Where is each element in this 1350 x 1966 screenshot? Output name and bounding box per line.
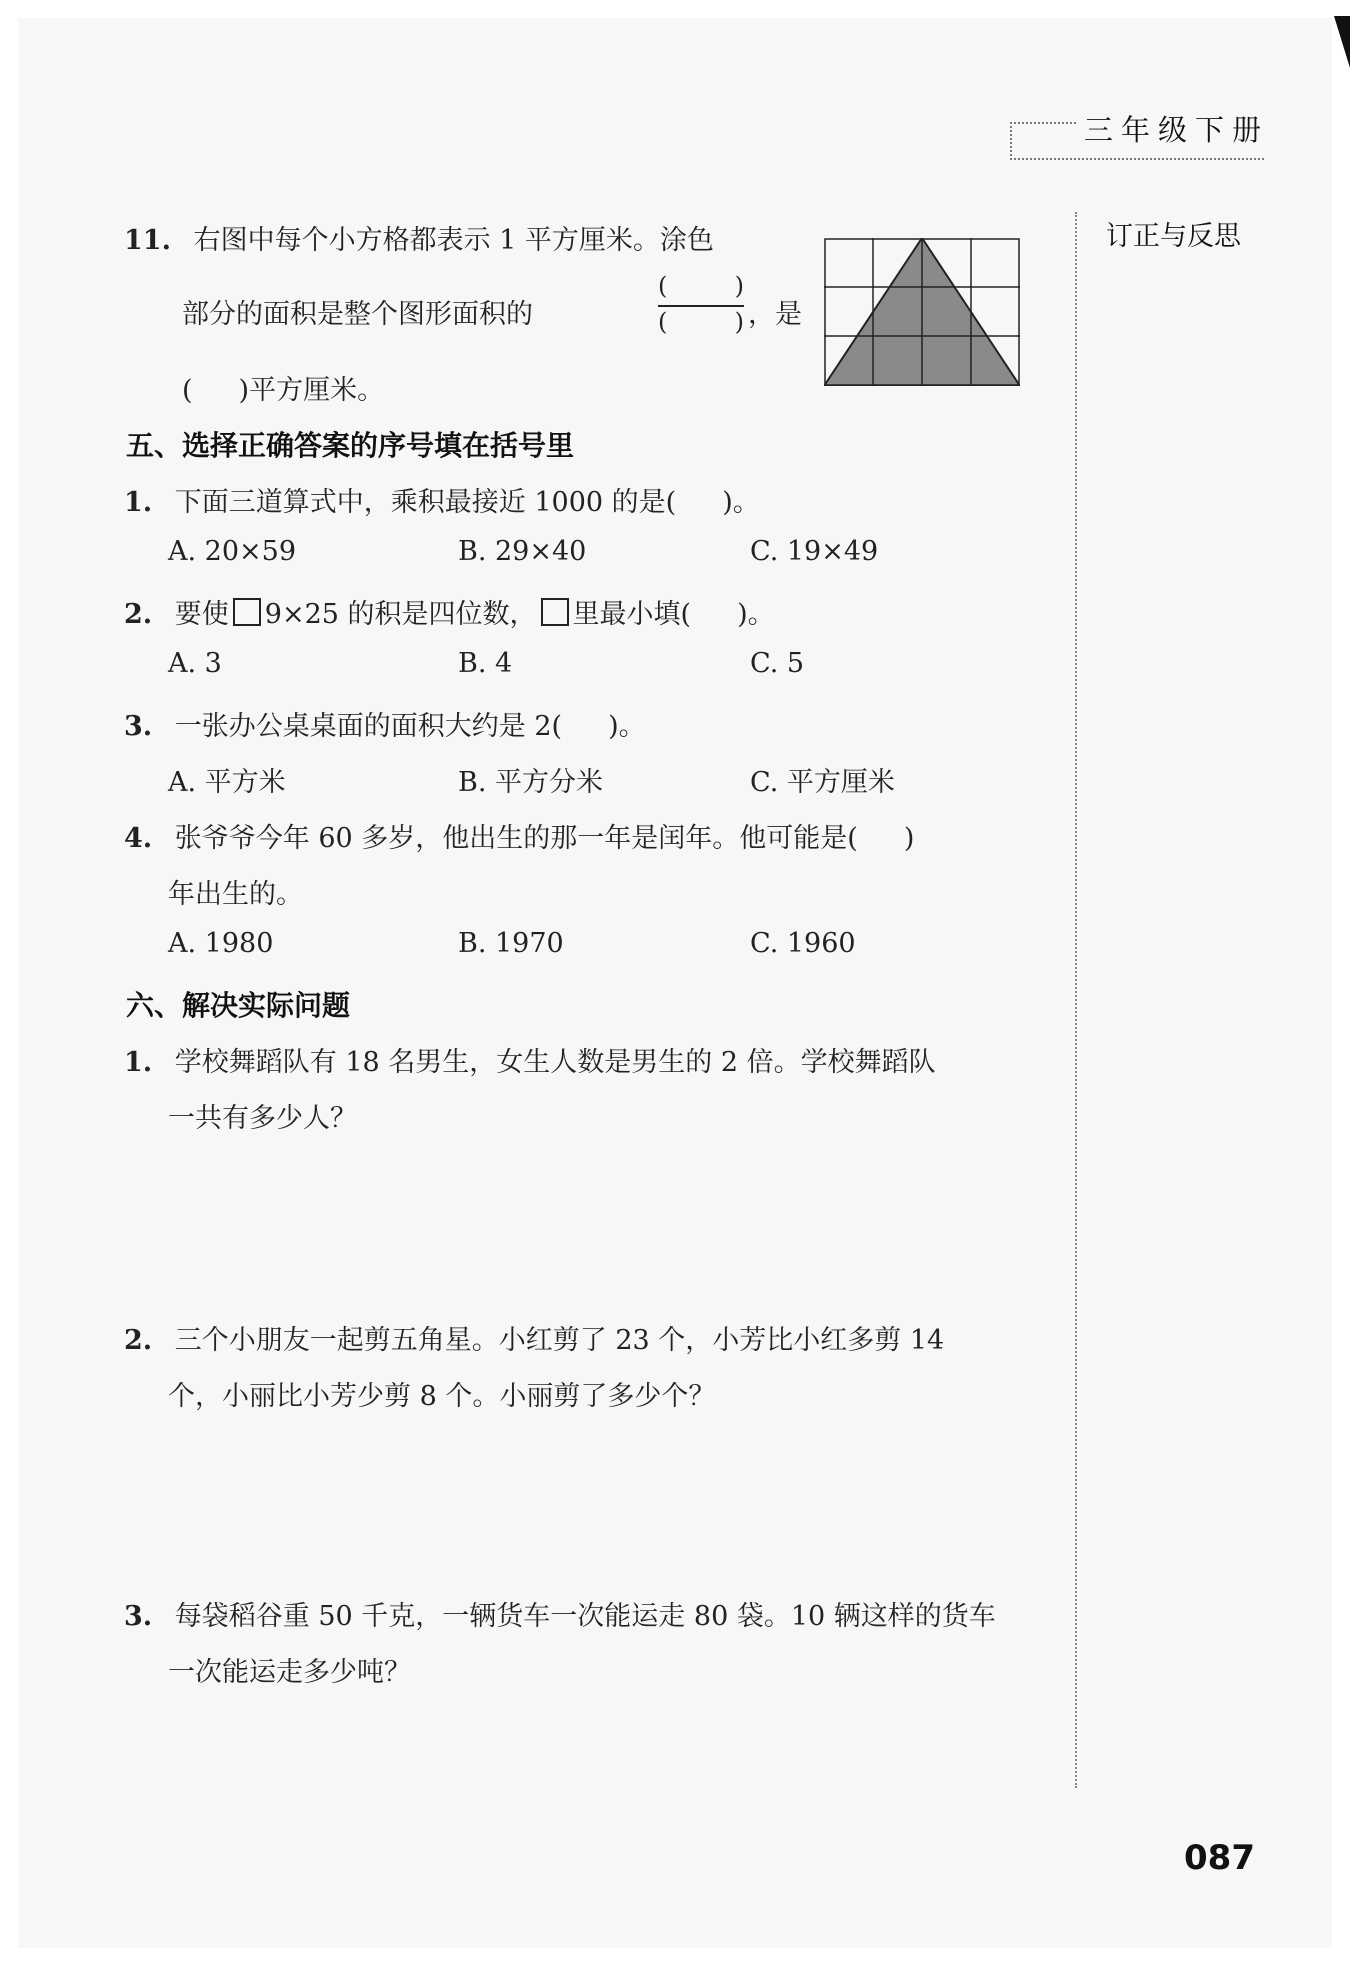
- section5-title: 五、选择正确答案的序号填在括号里: [126, 429, 575, 462]
- s6-q2-line2: 个，小丽比小芳少剪 8 个。小丽剪了多少个？: [168, 1381, 716, 1412]
- s5-q3: 3. 一张办公桌桌面的面积大约是 2( )。: [124, 711, 646, 742]
- s5-q3-option-a: A. 平方米: [168, 767, 286, 798]
- q11-text-line1: 右图中每个小方格都表示 1 平方厘米。涂色: [193, 225, 714, 256]
- blank-square-icon: [233, 598, 261, 626]
- s5-q4-option-b: B. 1970: [458, 928, 564, 959]
- s5-q4-option-a: A. 1980: [168, 928, 274, 959]
- s5-q1: 1. 下面三道算式中，乘积最接近 1000 的是( )。: [124, 487, 760, 518]
- s5-q1-option-a: A. 20×59: [168, 536, 296, 567]
- q11-text-line2-end: ，是: [748, 299, 802, 330]
- triangle-grid-figure: [824, 238, 1020, 386]
- q11-text-line2: 部分的面积是整个图形面积的: [182, 299, 533, 330]
- s5-q4: 4. 张爷爷今年 60 多岁，他出生的那一年是闰年。他可能是( ): [124, 823, 915, 854]
- correction-reflection-title: 订正与反思: [1106, 221, 1241, 252]
- s6-q3-line2: 一次能运走多少吨？: [168, 1657, 411, 1688]
- s5-q2-option-b: B. 4: [458, 648, 513, 679]
- corner-tab-mark: [1334, 16, 1350, 68]
- margin-divider: [1075, 212, 1077, 1788]
- s5-q4-line2: 年出生的。: [168, 879, 303, 910]
- s6-q3-line1: 3. 每袋稻谷重 50 千克，一辆货车一次能运走 80 袋。10 辆这样的货车: [124, 1601, 996, 1632]
- s6-q2-line1: 2. 三个小朋友一起剪五角星。小红剪了 23 个，小芳比小红多剪 14: [124, 1325, 945, 1356]
- s5-q2-option-c: C. 5: [750, 648, 805, 679]
- q11-text-line3: ( )平方厘米。: [182, 375, 385, 406]
- s5-q2: 2. 要使 9×25 的积是四位数， 里最小填( )。: [124, 599, 775, 630]
- page-number: 087: [1184, 1838, 1255, 1878]
- s5-q1-option-c: C. 19×49: [750, 536, 879, 567]
- s5-q3-option-c: C. 平方厘米: [750, 767, 895, 798]
- grade-label: 三年级下册: [1078, 108, 1275, 149]
- blank-square-icon: [541, 598, 569, 626]
- q11-fraction-blank: ( ) ( ): [658, 272, 744, 336]
- q11-number: 11.: [124, 225, 171, 256]
- s5-q2-option-a: A. 3: [168, 648, 222, 679]
- s5-q4-option-c: C. 1960: [750, 928, 856, 959]
- s6-q1-line1: 1. 学校舞蹈队有 18 名男生，女生人数是男生的 2 倍。学校舞蹈队: [124, 1047, 936, 1078]
- s5-q1-option-b: B. 29×40: [458, 536, 587, 567]
- q11-line1: [124, 218, 714, 257]
- s6-q1-line2: 一共有多少人？: [168, 1103, 357, 1134]
- s5-q3-option-b: B. 平方分米: [458, 767, 604, 798]
- section6-title: 六、解决实际问题: [126, 989, 351, 1022]
